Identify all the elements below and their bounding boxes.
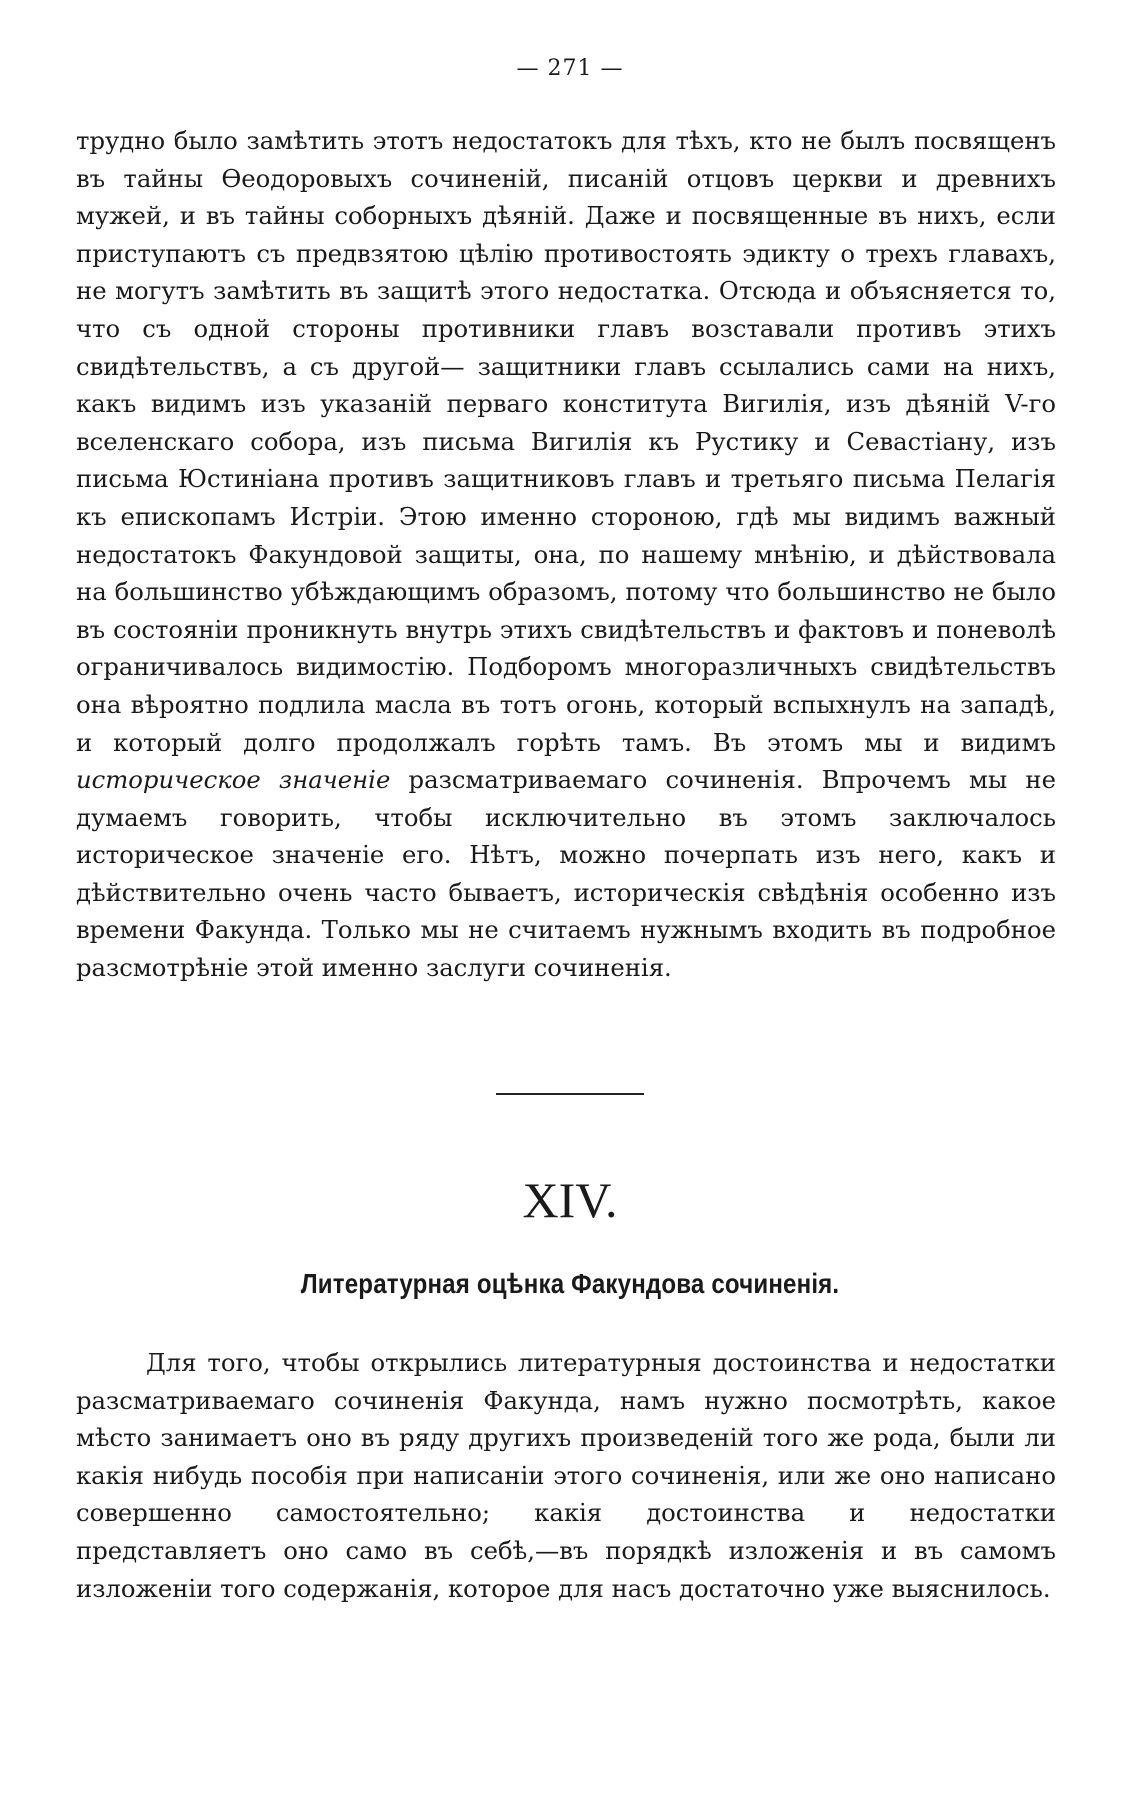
section-divider [496, 1093, 644, 1095]
page-number: — 271 — [516, 56, 624, 81]
paragraph-literary-evaluation: Для того, чтобы открылись литературныя достоинства и недостатки разсматриваемаго сочиненія Факунда, намъ нужно посмотрѣть, какое мѣсто занимаетъ оно въ ряду другихъ произведеній того же рода, были ли какія нибудь пособія при написаніи этого сочиненія, или же оно написано совершенно самостоятельно; какія достоинства и недостатки представляетъ оно само въ себѣ,—въ порядкѣ изложенія и въ самомъ изложеніи того содержанія, которое для насъ достаточно уже выяснилось. [76, 1348, 1056, 1603]
paragraph-text-start: трудно было замѣтить этотъ недостатокъ для тѣхъ, кто не былъ посвященъ въ тайны Ѳеодоровыхъ сочиненій, писаній отцовъ церкви и древнихъ мужей, и въ тайны соборныхъ дѣяній. Даже и посвященные въ нихъ, если приступаютъ съ предвзятою цѣлію противостоять эдикту о трехъ главахъ, не могутъ замѣтить въ защитѣ этого недостатка. Отсюда и объясняется то, что съ одной стороны противники главъ возставали противъ этихъ свидѣтельствъ, а съ другой— защитники главъ ссылались сами на нихъ, какъ видимъ изъ указаній перваго конститута Вигилія, изъ дѣяній V-го вселенскаго собора, изъ письма Вигилія къ Рустику и Севастіану, изъ письма Юстиніана противъ защитниковъ главъ и третьяго письма Пелагія къ епископамъ Истріи. Этою именно стороною, гдѣ мы видимъ важный недостатокъ Факундовой защиты, она, по нашему мнѣнію, и дѣйствовала на большинство убѣждающимъ образомъ, потому что большинство не было въ состояніи проникнуть внутрь этихъ свидѣтельствъ и фактовъ и поневолѣ ограничивалось видимостію. Подборомъ многоразличныхъ свидѣтельствъ она вѣроятно подлила масла въ тотъ огонь, который вспыхнулъ на западѣ, и который долго продолжалъ горѣть тамъ. Въ этомъ мы и видимъ [76, 126, 1056, 757]
chapter-number: XIV. [522, 1172, 618, 1228]
chapter-title: Литературная оцѣнка Факундова сочиненія. [300, 1268, 840, 1299]
paragraph-text-end: разсматриваемаго сочиненія. Впрочемъ мы не думаемъ говорить, чтобы исключительно въ этомъ заключалось историческое значеніе его. Нѣтъ, можно почерпать изъ него, какъ и дѣйствительно очень часто бываетъ, историческія свѣдѣнія особенно изъ времени Факунда. Только мы не считаемъ нужнымъ входить въ подробное разсмотрѣніе этой именно заслуги сочиненія. [76, 765, 1056, 983]
italic-emphasis: историческое значеніе [76, 765, 391, 795]
paragraph-historical-significance [76, 122, 1056, 987]
